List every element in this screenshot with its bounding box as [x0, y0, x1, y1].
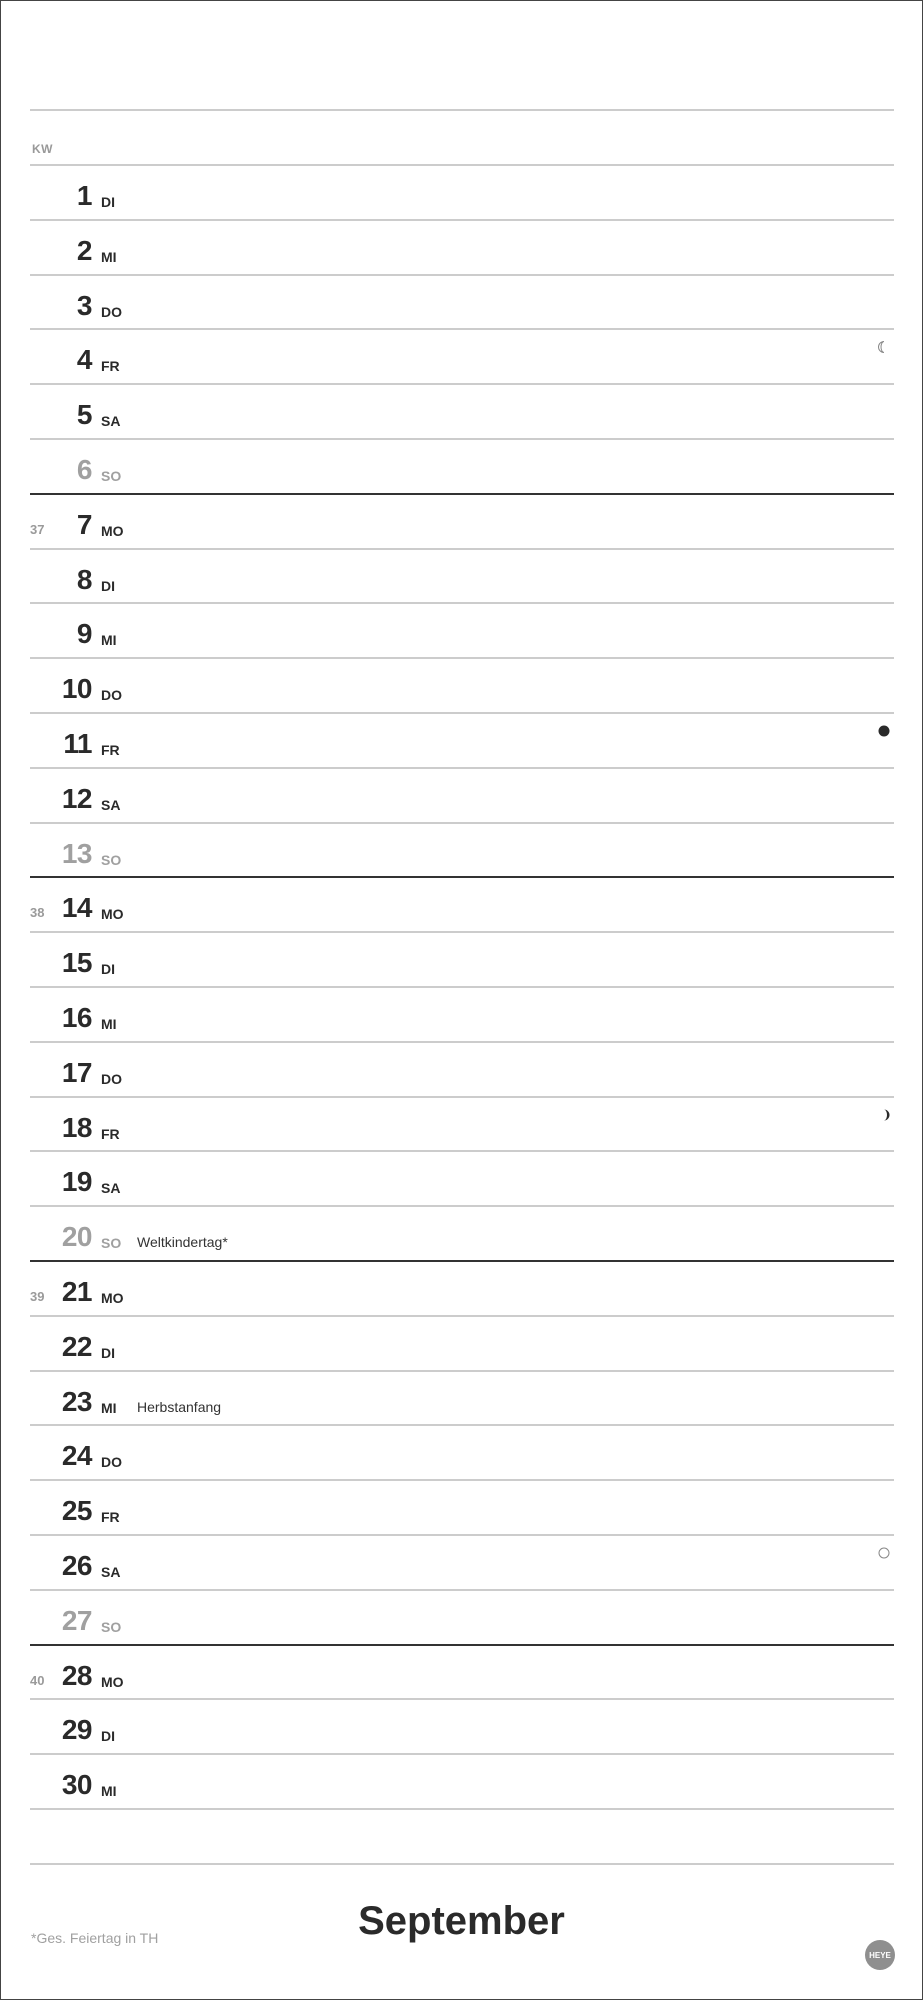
day-row[interactable]	[1, 1370, 922, 1424]
day-row[interactable]	[1, 219, 922, 273]
weekday-label: DI	[101, 1728, 115, 1744]
bottom-rule	[30, 1863, 894, 1865]
day-row[interactable]	[1, 931, 922, 985]
day-row[interactable]	[1, 1424, 922, 1478]
day-row[interactable]	[1, 876, 922, 930]
day-row[interactable]	[1, 493, 922, 547]
day-row[interactable]	[1, 1096, 922, 1150]
weekday-label: FR	[101, 1509, 120, 1525]
day-number: 28	[61, 1660, 92, 1691]
brand-logo	[865, 1940, 895, 1970]
week-number: 40	[30, 1673, 45, 1688]
weekday-label: DO	[101, 687, 122, 703]
day-row[interactable]	[1, 438, 922, 492]
weekday-label: DI	[101, 961, 115, 977]
holiday-footnote: *Ges. Feiertag in TH	[31, 1930, 159, 1946]
day-row[interactable]	[1, 1150, 922, 1204]
full-moon-icon	[878, 1547, 890, 1559]
weekday-label: MI	[101, 632, 117, 648]
day-number: 27	[61, 1605, 92, 1636]
weekday-label: SA	[101, 797, 121, 813]
day-row[interactable]	[1, 1041, 922, 1095]
day-number: 21	[61, 1276, 92, 1307]
day-note: Herbstanfang	[137, 1399, 222, 1415]
weekday-label: MI	[101, 1400, 117, 1416]
new-moon-icon	[878, 725, 890, 737]
day-number: 14	[61, 892, 92, 923]
weekday-label: SO	[101, 468, 122, 484]
day-number: 29	[61, 1714, 92, 1745]
weekday-label: SA	[101, 1564, 121, 1580]
weekday-label: SO	[101, 1235, 122, 1251]
calendar-week-header: KW	[32, 142, 53, 156]
brand-logo-text: HEYE	[869, 1950, 891, 1960]
weekday-label: SO	[101, 1619, 122, 1635]
day-row[interactable]	[1, 1698, 922, 1752]
day-number: 25	[61, 1495, 92, 1526]
day-number: 9	[76, 618, 92, 649]
week-number: 38	[30, 905, 45, 920]
weekday-label: DI	[101, 194, 115, 210]
weekday-label: FR	[101, 1126, 120, 1142]
day-number: 17	[61, 1057, 92, 1088]
weekday-label: SA	[101, 413, 121, 429]
top-rule	[30, 109, 894, 111]
week-number: 37	[30, 522, 45, 537]
day-row[interactable]	[1, 822, 922, 876]
week-number: 39	[30, 1289, 45, 1304]
weekday-label: MI	[101, 249, 117, 265]
day-number: 22	[61, 1331, 92, 1362]
weekday-label: MO	[101, 523, 124, 539]
day-number: 18	[61, 1112, 92, 1143]
day-number: 10	[61, 673, 92, 704]
day-number: 30	[61, 1769, 92, 1800]
weekday-label: MO	[101, 1674, 124, 1690]
day-row[interactable]	[1, 548, 922, 602]
weekday-label: FR	[101, 358, 120, 374]
day-row[interactable]	[1, 164, 922, 218]
day-number: 5	[76, 399, 92, 430]
day-note: Weltkindertag*	[137, 1234, 228, 1250]
day-number: 15	[61, 947, 92, 978]
weekday-label: DI	[101, 1345, 115, 1361]
day-row[interactable]	[1, 1753, 922, 1807]
day-number: 19	[61, 1166, 92, 1197]
day-number: 13	[61, 838, 92, 869]
weekday-label: DO	[101, 1071, 122, 1087]
weekday-label: SA	[101, 1180, 121, 1196]
day-number: 24	[61, 1440, 92, 1471]
day-row[interactable]	[1, 1589, 922, 1643]
day-number: 20	[61, 1221, 92, 1252]
day-number: 11	[63, 728, 92, 759]
weekday-label: DI	[101, 578, 115, 594]
day-number: 6	[76, 454, 92, 485]
day-number: 1	[76, 180, 92, 211]
weekday-label: FR	[101, 742, 120, 758]
day-number: 7	[76, 509, 92, 540]
day-row[interactable]	[1, 657, 922, 711]
row-rule	[30, 1808, 894, 1810]
weekday-label: SO	[101, 852, 122, 868]
day-number: 3	[76, 290, 92, 321]
weekday-label: DO	[101, 1454, 122, 1470]
day-row[interactable]	[1, 1205, 922, 1259]
month-title: September	[358, 1899, 565, 1943]
day-number: 23	[61, 1386, 92, 1417]
day-row[interactable]	[1, 602, 922, 656]
day-number: 16	[61, 1002, 92, 1033]
day-row[interactable]	[1, 1260, 922, 1314]
day-row[interactable]	[1, 712, 922, 766]
weekday-label: MO	[101, 906, 124, 922]
weekday-label: MI	[101, 1783, 117, 1799]
day-number: 26	[61, 1550, 92, 1581]
day-row[interactable]	[1, 1534, 922, 1588]
day-row[interactable]	[1, 767, 922, 821]
day-row[interactable]	[1, 274, 922, 328]
waning-crescent-moon-icon	[878, 341, 890, 353]
day-row[interactable]	[1, 1315, 922, 1369]
day-row[interactable]	[1, 1644, 922, 1698]
weekday-label: MI	[101, 1016, 117, 1032]
day-row[interactable]	[1, 1479, 922, 1533]
first-quarter-moon-icon	[878, 1109, 890, 1121]
day-row[interactable]	[1, 383, 922, 437]
weekday-label: MO	[101, 1290, 124, 1306]
weekday-label: DO	[101, 304, 122, 320]
day-row[interactable]	[1, 328, 922, 382]
day-number: 2	[76, 235, 92, 266]
day-number: 8	[76, 564, 92, 595]
day-number: 12	[61, 783, 92, 814]
day-row[interactable]	[1, 986, 922, 1040]
day-number: 4	[76, 344, 92, 375]
